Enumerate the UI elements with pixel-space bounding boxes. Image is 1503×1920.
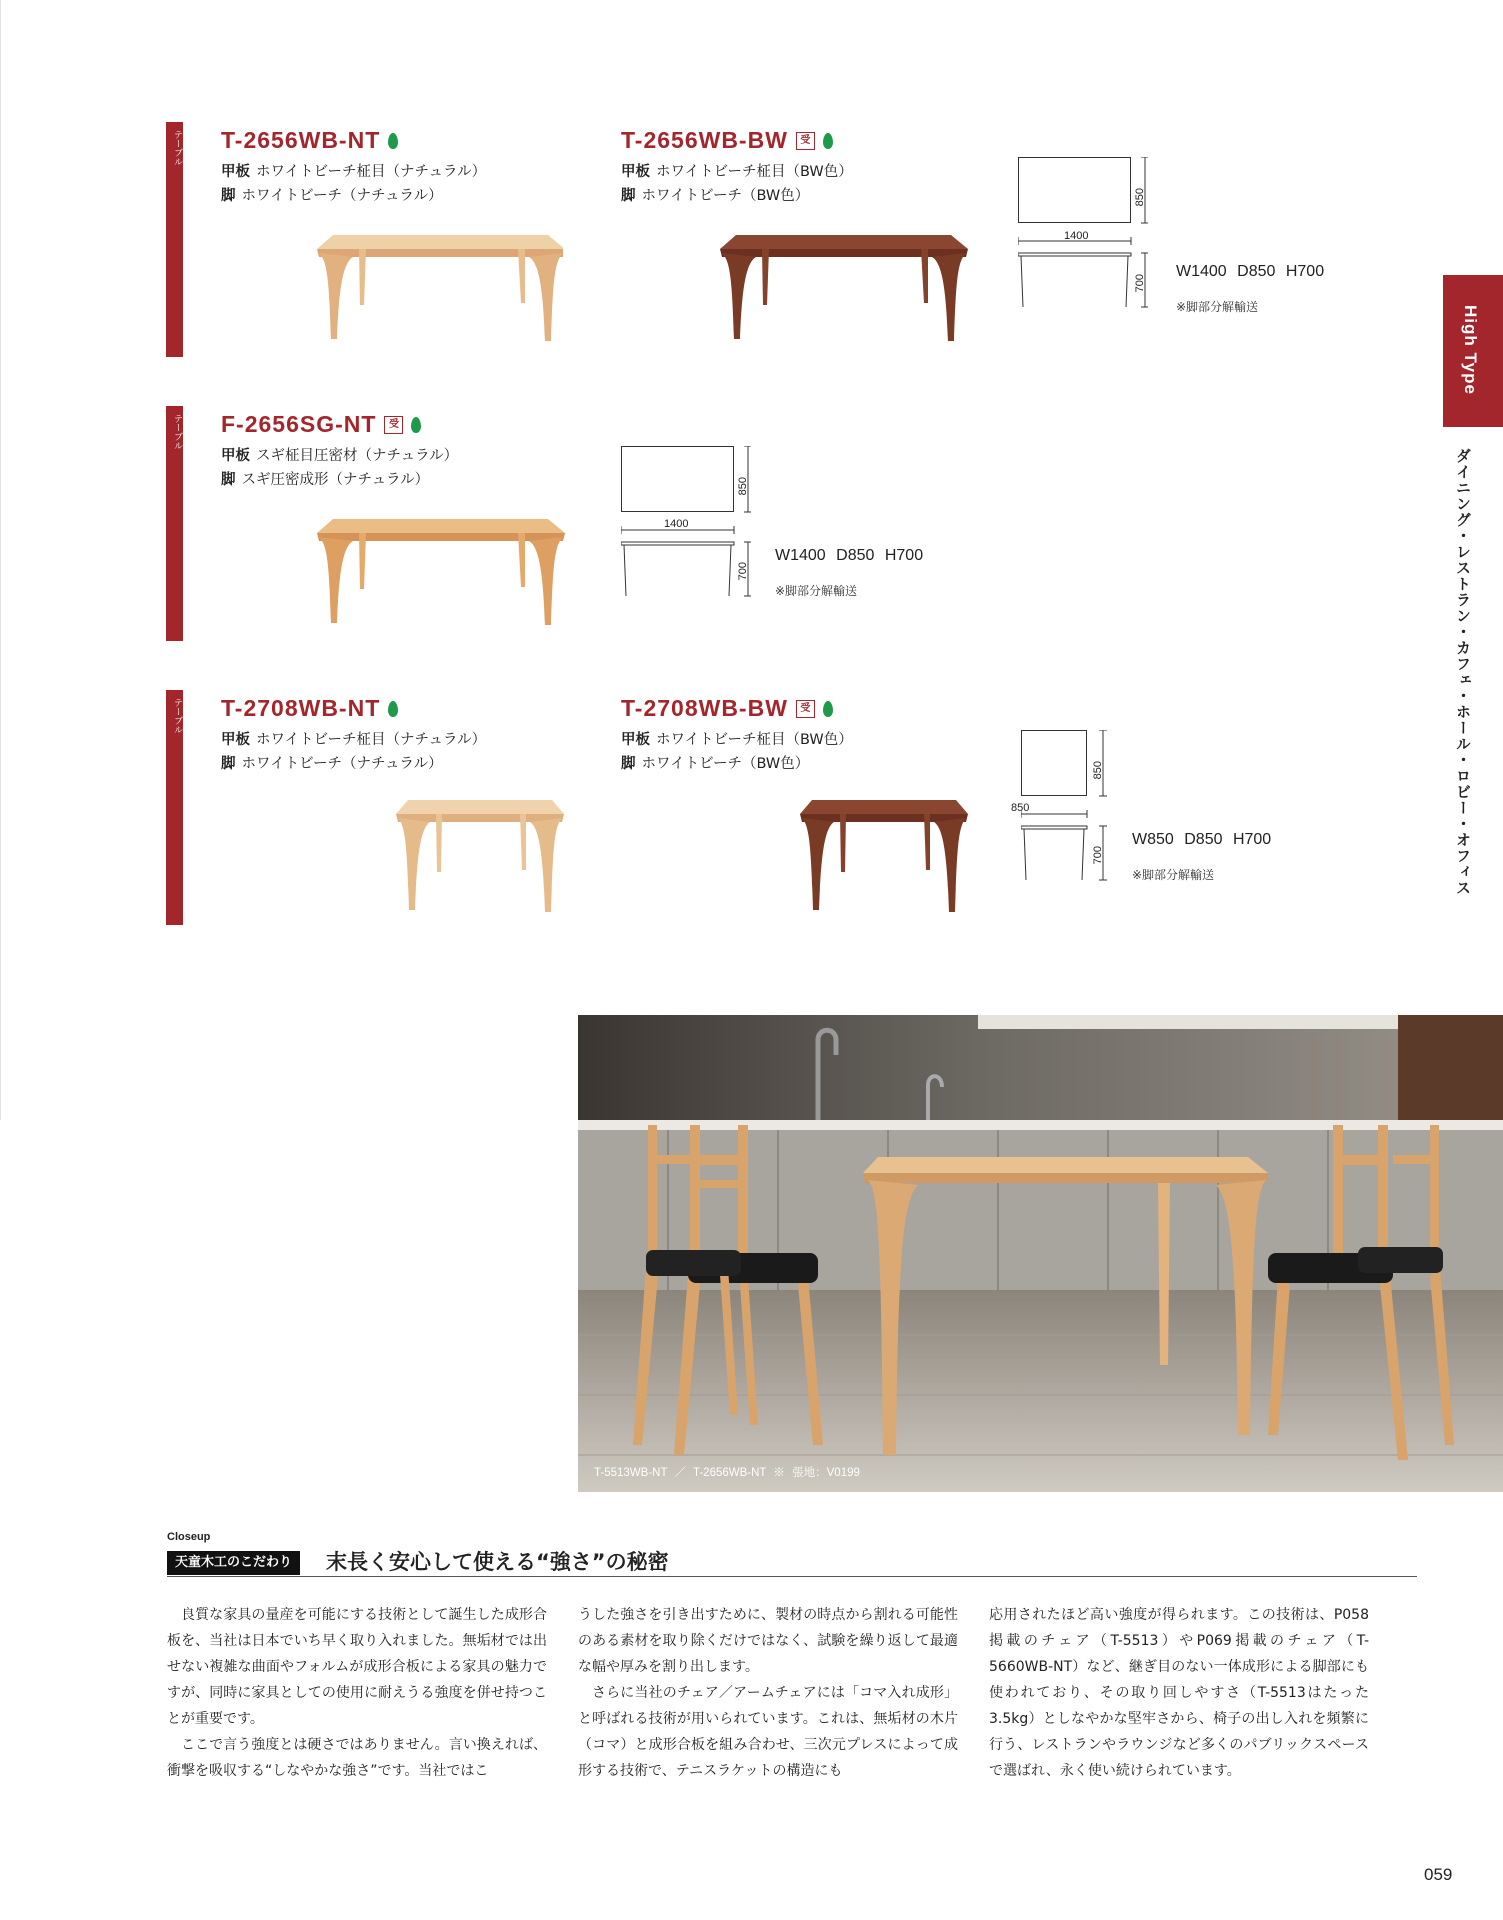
shipping-note: ※脚部分解輸送 [775, 584, 858, 598]
product-block-1 [166, 122, 1416, 357]
product-block-2 [166, 406, 1416, 641]
shipping-note: ※脚部分解輸送 [1176, 300, 1259, 314]
top-label: 甲板 [221, 164, 250, 180]
gutter-line [0, 0, 1, 1120]
top-label: 甲板 [221, 448, 250, 464]
category-bar [166, 122, 183, 357]
dim-depth-label: 850 [1134, 188, 1146, 207]
page-number: 059 [1424, 1865, 1453, 1884]
leg-label: 脚 [621, 188, 636, 204]
eco-leaf-icon [823, 133, 833, 149]
dim-height-label: 700 [1134, 274, 1146, 293]
top-material: ホワイトビーチ柾目（ナチュラル） [256, 164, 487, 180]
eco-leaf-icon [411, 417, 421, 433]
top-label: 甲板 [221, 732, 250, 748]
product-code: T-2708WB-BW [621, 695, 788, 721]
made-to-order-badge: 受 [796, 700, 815, 718]
leg-label: 脚 [221, 756, 236, 772]
top-material: ホワイトビーチ柾目（BW色） [656, 164, 853, 180]
dimension-drawing-3 [1021, 730, 1111, 890]
category-bar [166, 406, 183, 641]
body-column-2 [578, 1602, 958, 1784]
category-label: テーブル [172, 414, 182, 450]
paragraph: 良質な家具の量産を可能にする技術として誕生した成形合板を、当社は日本でいち早く取り入れました。無垢材では出せない複雑な曲面やフォルムが成形合板による家具の魅力ですが、同時に家具としての使用に耐えうる強度を併せ持つことが重要です。 [167, 1607, 547, 1727]
product-t2656wb-bw [621, 127, 853, 208]
paragraph: さらに当社のチェア／アームチェアには「コマ入れ成形」と呼ばれる技術が用いられています。これは、無垢材の木片（コマ）と成形合板を組み合わせ、三次元プレスによって成形する技術で、テニスラケットの構造にも [578, 1685, 958, 1779]
top-material: ホワイトビーチ柾目（BW色） [656, 732, 853, 748]
product-f2656sg-nt [221, 411, 458, 492]
scene-photo [578, 1015, 1503, 1492]
leg-label: 脚 [221, 472, 236, 488]
top-label: 甲板 [621, 732, 650, 748]
paragraph: 応用されたほど高い強度が得られます。この技術は、P058掲載のチェア（T-5513）やP069掲載のチェア（T-5660WB-NT）など、継ぎ目のない一体成形による脚部にも使われており、その取り回しやすさ（T-5513はたった3.5kg）としなやかな堅牢さから、椅子の出し入れを頻繁に行う、レストランやラウンジなど多くのパブリックスペースで選ばれ、永く使い続けられています。 [989, 1607, 1369, 1779]
leg-material: ホワイトビーチ（ナチュラル） [241, 188, 443, 204]
product-image-t2708wb-bw [796, 790, 968, 940]
dim-width-label: 1400 [1064, 230, 1089, 242]
dim-width-label: 1400 [664, 518, 689, 530]
made-to-order-badge: 受 [796, 132, 815, 150]
product-t2708wb-nt [221, 695, 486, 776]
product-code: F-2656SG-NT [221, 411, 377, 437]
paragraph: うした強さを引き出すために、製材の時点から割れる可能性のある素材を取り除くだけではなく、試験を繰り返して最適な幅や厚みを割り出します。 [578, 1607, 958, 1675]
leg-material: ホワイトビーチ（BW色） [641, 756, 810, 772]
product-block-3 [166, 690, 1416, 925]
body-column-1 [167, 1602, 547, 1784]
product-code: T-2708WB-NT [221, 695, 381, 721]
top-material: スギ柾目圧密材（ナチュラル） [256, 448, 459, 464]
product-image-t2656wb-bw [716, 227, 970, 367]
top-material: ホワイトビーチ柾目（ナチュラル） [256, 732, 487, 748]
high-type-tab [1443, 275, 1503, 427]
body-column-3 [989, 1602, 1369, 1784]
closeup-label: Closeup [167, 1531, 211, 1543]
shipping-note: ※脚部分解輸送 [1132, 868, 1215, 882]
leg-material: スギ圧密成形（ナチュラル） [241, 472, 430, 488]
closeup-headline: 末長く安心して使える“強さ”の秘密 [326, 1550, 669, 1574]
category-label: テーブル [172, 130, 182, 166]
eco-leaf-icon [823, 701, 833, 717]
product-t2656wb-nt [221, 127, 486, 208]
product-code: T-2656WB-BW [621, 127, 788, 153]
product-image-f2656sg-nt [313, 511, 567, 651]
category-bar [166, 690, 183, 925]
divider [167, 1576, 1417, 1577]
dim-height-label: 700 [737, 562, 749, 581]
side-category-text: ダイニング・レストラン・カフェ・ホール・ロビー・オフィス [1454, 448, 1472, 896]
made-to-order-badge: 受 [384, 416, 403, 434]
dim-depth-label: 850 [737, 477, 749, 496]
photo-caption: T-5513WB-NT ／ T-2656WB-NT ※ 張地：V0199 [594, 1467, 860, 1479]
leg-material: ホワイトビーチ（ナチュラル） [241, 756, 443, 772]
paragraph: ここで言う強度とは硬さではありません。言い換えれば、衝撃を吸収する“しなやかな強さ”です。当社ではこ [167, 1737, 547, 1779]
product-image-t2656wb-nt [313, 227, 563, 367]
dimensions-text: W1400 D850 H700 [1176, 263, 1325, 280]
category-label: テーブル [172, 698, 182, 734]
product-t2708wb-bw [621, 695, 853, 776]
dim-width-label: 850 [1011, 802, 1030, 814]
dimensions-text: W850 D850 H700 [1132, 831, 1272, 848]
dimensions-text: W1400 D850 H700 [775, 547, 924, 564]
dim-height-label: 700 [1092, 846, 1104, 865]
closeup-tag: 天童木工のこだわり [167, 1551, 300, 1575]
product-code: T-2656WB-NT [221, 127, 381, 153]
top-label: 甲板 [621, 164, 650, 180]
eco-leaf-icon [388, 133, 398, 149]
product-image-t2708wb-nt [392, 790, 564, 940]
dim-depth-label: 850 [1092, 761, 1104, 780]
leg-label: 脚 [221, 188, 236, 204]
high-type-label: High Type [1461, 305, 1480, 395]
leg-label: 脚 [621, 756, 636, 772]
eco-leaf-icon [388, 701, 398, 717]
leg-material: ホワイトビーチ（BW色） [641, 188, 810, 204]
